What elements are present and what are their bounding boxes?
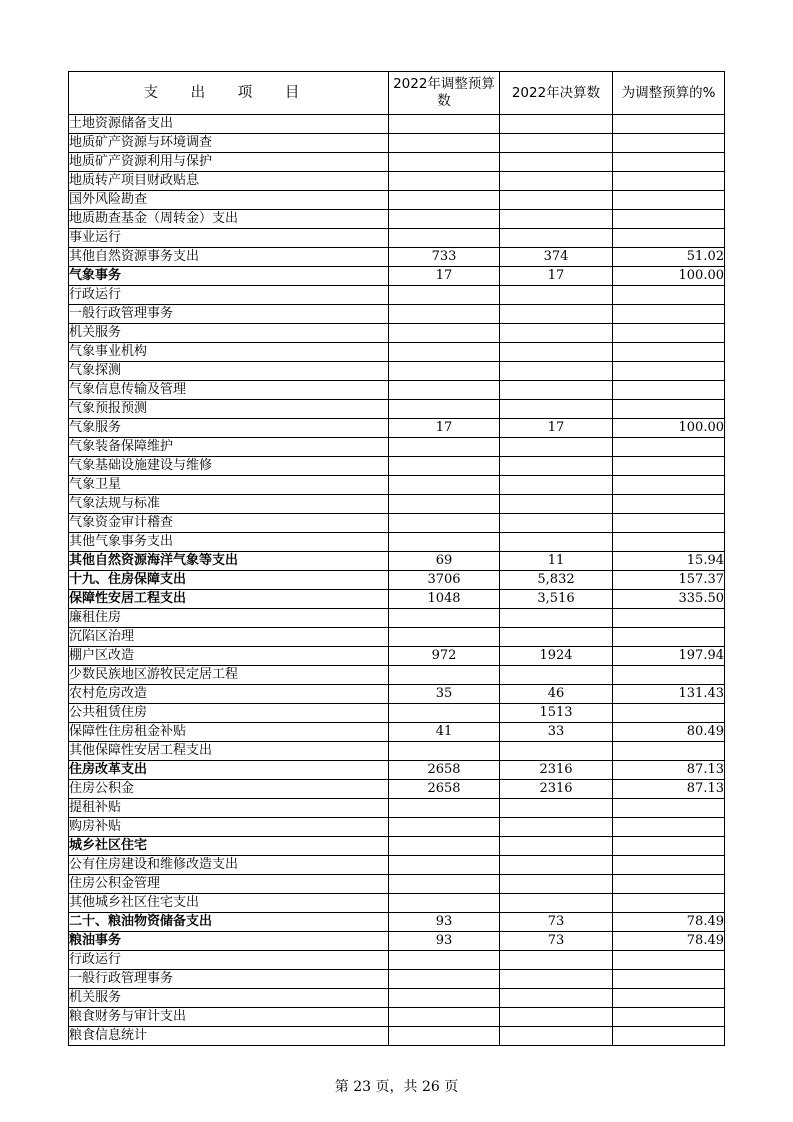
row-adjusted-budget	[389, 970, 500, 989]
row-adjusted-budget	[389, 210, 500, 229]
row-item-name: 地质矿产资源利用与保护	[69, 153, 389, 172]
table-row	[69, 362, 725, 381]
table-row	[69, 742, 725, 761]
row-final-accounts	[500, 191, 613, 210]
table-row	[69, 457, 725, 476]
row-pct-of-adjusted	[613, 324, 725, 343]
row-item-name: 购房补贴	[69, 818, 389, 837]
table-row	[69, 1027, 725, 1046]
row-adjusted-budget	[389, 381, 500, 400]
row-pct-of-adjusted: 100.00	[613, 267, 725, 286]
row-item-name: 粮食财务与审计支出	[69, 1008, 389, 1027]
table-row	[69, 856, 725, 875]
table-row	[69, 210, 725, 229]
row-final-accounts	[500, 438, 613, 457]
row-pct-of-adjusted	[613, 989, 725, 1008]
row-final-accounts	[500, 229, 613, 248]
row-adjusted-budget	[389, 989, 500, 1008]
row-pct-of-adjusted	[613, 115, 725, 134]
table-row	[69, 286, 725, 305]
table-row	[69, 704, 725, 723]
row-adjusted-budget	[389, 438, 500, 457]
table-row	[69, 628, 725, 647]
row-final-accounts	[500, 818, 613, 837]
row-adjusted-budget: 93	[389, 913, 500, 932]
row-item-name: 机关服务	[69, 324, 389, 343]
table-row	[69, 799, 725, 818]
row-adjusted-budget	[389, 305, 500, 324]
row-item-name: 地质矿产资源与环境调查	[69, 134, 389, 153]
row-pct-of-adjusted	[613, 837, 725, 856]
row-adjusted-budget	[389, 856, 500, 875]
row-item-name: 气象事业机构	[69, 343, 389, 362]
row-item-name: 十九、住房保障支出	[69, 571, 389, 590]
row-adjusted-budget	[389, 153, 500, 172]
table-row	[69, 172, 725, 191]
table-row	[69, 894, 725, 913]
row-adjusted-budget: 93	[389, 932, 500, 951]
row-adjusted-budget	[389, 951, 500, 970]
row-final-accounts: 374	[500, 248, 613, 267]
row-item-name: 保障性安居工程支出	[69, 590, 389, 609]
row-pct-of-adjusted: 80.49	[613, 723, 725, 742]
row-final-accounts: 46	[500, 685, 613, 704]
row-pct-of-adjusted	[613, 609, 725, 628]
row-item-name: 气象卫星	[69, 476, 389, 495]
row-item-name: 粮食信息统计	[69, 1027, 389, 1046]
row-item-name: 一般行政管理事务	[69, 305, 389, 324]
row-adjusted-budget: 733	[389, 248, 500, 267]
row-pct-of-adjusted: 335.50	[613, 590, 725, 609]
row-pct-of-adjusted	[613, 343, 725, 362]
row-adjusted-budget: 17	[389, 419, 500, 438]
row-pct-of-adjusted	[613, 704, 725, 723]
table-row	[69, 552, 725, 571]
row-adjusted-budget	[389, 362, 500, 381]
row-adjusted-budget	[389, 875, 500, 894]
row-pct-of-adjusted	[613, 533, 725, 552]
row-item-name: 气象信息传输及管理	[69, 381, 389, 400]
table-row	[69, 780, 725, 799]
row-pct-of-adjusted	[613, 818, 725, 837]
table-row	[69, 324, 725, 343]
row-pct-of-adjusted	[613, 875, 725, 894]
row-pct-of-adjusted: 197.94	[613, 647, 725, 666]
row-final-accounts	[500, 381, 613, 400]
row-pct-of-adjusted: 87.13	[613, 780, 725, 799]
row-item-name: 公有住房建设和维修改造支出	[69, 856, 389, 875]
row-pct-of-adjusted	[613, 400, 725, 419]
table-row	[69, 343, 725, 362]
row-pct-of-adjusted	[613, 856, 725, 875]
row-adjusted-budget	[389, 609, 500, 628]
row-final-accounts: 1924	[500, 647, 613, 666]
row-item-name: 住房公积金管理	[69, 875, 389, 894]
row-pct-of-adjusted	[613, 666, 725, 685]
table-row	[69, 951, 725, 970]
row-final-accounts	[500, 362, 613, 381]
row-final-accounts	[500, 495, 613, 514]
row-final-accounts: 11	[500, 552, 613, 571]
row-item-name: 气象资金审计稽查	[69, 514, 389, 533]
row-item-name: 事业运行	[69, 229, 389, 248]
row-adjusted-budget	[389, 191, 500, 210]
row-adjusted-budget	[389, 894, 500, 913]
expenditure-table	[68, 71, 725, 1046]
row-final-accounts	[500, 742, 613, 761]
row-final-accounts: 2316	[500, 780, 613, 799]
row-pct-of-adjusted: 78.49	[613, 932, 725, 951]
row-adjusted-budget	[389, 514, 500, 533]
row-final-accounts: 3,516	[500, 590, 613, 609]
table-row	[69, 305, 725, 324]
table-row	[69, 514, 725, 533]
row-final-accounts	[500, 305, 613, 324]
row-pct-of-adjusted: 51.02	[613, 248, 725, 267]
table-row	[69, 476, 725, 495]
row-adjusted-budget: 69	[389, 552, 500, 571]
table-row	[69, 837, 725, 856]
row-final-accounts	[500, 894, 613, 913]
row-final-accounts	[500, 799, 613, 818]
row-item-name: 提租补贴	[69, 799, 389, 818]
row-final-accounts: 17	[500, 419, 613, 438]
row-pct-of-adjusted	[613, 495, 725, 514]
row-pct-of-adjusted: 157.37	[613, 571, 725, 590]
row-pct-of-adjusted	[613, 894, 725, 913]
row-item-name: 农村危房改造	[69, 685, 389, 704]
row-final-accounts	[500, 875, 613, 894]
row-pct-of-adjusted	[613, 210, 725, 229]
row-final-accounts	[500, 609, 613, 628]
row-final-accounts	[500, 210, 613, 229]
row-final-accounts: 2316	[500, 761, 613, 780]
row-final-accounts	[500, 343, 613, 362]
row-item-name: 气象法规与标准	[69, 495, 389, 514]
row-adjusted-budget	[389, 400, 500, 419]
table-row	[69, 229, 725, 248]
row-adjusted-budget	[389, 343, 500, 362]
row-item-name: 少数民族地区游牧民定居工程	[69, 666, 389, 685]
row-item-name: 住房改革支出	[69, 761, 389, 780]
header-final-accounts: 2022年决算数	[500, 72, 613, 115]
row-item-name: 其他自然资源事务支出	[69, 248, 389, 267]
row-adjusted-budget	[389, 704, 500, 723]
row-item-name: 保障性住房租金补贴	[69, 723, 389, 742]
row-item-name: 机关服务	[69, 989, 389, 1008]
row-final-accounts	[500, 457, 613, 476]
row-item-name: 二十、粮油物资储备支出	[69, 913, 389, 932]
row-adjusted-budget	[389, 457, 500, 476]
row-final-accounts	[500, 514, 613, 533]
row-adjusted-budget	[389, 837, 500, 856]
table-row	[69, 647, 725, 666]
header-pct-of-adjusted: 为调整预算的%	[613, 72, 725, 115]
row-item-name: 沉陷区治理	[69, 628, 389, 647]
row-pct-of-adjusted	[613, 134, 725, 153]
row-item-name: 气象预报预测	[69, 400, 389, 419]
row-final-accounts	[500, 115, 613, 134]
row-item-name: 其他城乡社区住宅支出	[69, 894, 389, 913]
table-header	[69, 72, 725, 115]
row-pct-of-adjusted	[613, 742, 725, 761]
row-item-name: 地质转产项目财政贴息	[69, 172, 389, 191]
row-final-accounts	[500, 400, 613, 419]
row-final-accounts	[500, 970, 613, 989]
row-adjusted-budget: 972	[389, 647, 500, 666]
row-item-name: 其他自然资源海洋气象等支出	[69, 552, 389, 571]
row-adjusted-budget: 3706	[389, 571, 500, 590]
table-row	[69, 419, 725, 438]
row-pct-of-adjusted: 100.00	[613, 419, 725, 438]
row-final-accounts	[500, 324, 613, 343]
row-item-name: 城乡社区住宅	[69, 837, 389, 856]
row-final-accounts: 73	[500, 932, 613, 951]
row-final-accounts	[500, 951, 613, 970]
row-item-name: 棚户区改造	[69, 647, 389, 666]
table-row	[69, 609, 725, 628]
row-final-accounts	[500, 1027, 613, 1046]
row-pct-of-adjusted	[613, 514, 725, 533]
row-adjusted-budget: 2658	[389, 761, 500, 780]
row-final-accounts	[500, 1008, 613, 1027]
row-adjusted-budget	[389, 742, 500, 761]
row-pct-of-adjusted: 87.13	[613, 761, 725, 780]
table-row	[69, 533, 725, 552]
row-final-accounts: 5,832	[500, 571, 613, 590]
row-pct-of-adjusted: 15.94	[613, 552, 725, 571]
row-item-name: 地质勘查基金（周转金）支出	[69, 210, 389, 229]
table-row	[69, 571, 725, 590]
row-item-name: 气象装备保障维护	[69, 438, 389, 457]
row-pct-of-adjusted: 131.43	[613, 685, 725, 704]
header-adjusted-budget: 2022年调整预算数	[389, 72, 500, 115]
row-pct-of-adjusted	[613, 172, 725, 191]
table-row	[69, 495, 725, 514]
row-item-name: 国外风险勘查	[69, 191, 389, 210]
row-adjusted-budget: 17	[389, 267, 500, 286]
table-row	[69, 666, 725, 685]
row-item-name: 气象探测	[69, 362, 389, 381]
page-footer: 第 23 页，共 26 页	[334, 1079, 459, 1095]
table-row	[69, 191, 725, 210]
row-adjusted-budget	[389, 799, 500, 818]
row-final-accounts: 33	[500, 723, 613, 742]
table-row	[69, 913, 725, 932]
row-adjusted-budget	[389, 818, 500, 837]
row-item-name: 气象基础设施建设与维修	[69, 457, 389, 476]
table-row	[69, 590, 725, 609]
table-row	[69, 818, 725, 837]
table-row	[69, 723, 725, 742]
row-pct-of-adjusted	[613, 628, 725, 647]
row-final-accounts	[500, 533, 613, 552]
row-final-accounts	[500, 837, 613, 856]
table-row	[69, 115, 725, 134]
row-pct-of-adjusted	[613, 970, 725, 989]
table-row	[69, 989, 725, 1008]
row-pct-of-adjusted: 78.49	[613, 913, 725, 932]
row-item-name: 公共租赁住房	[69, 704, 389, 723]
row-pct-of-adjusted	[613, 951, 725, 970]
row-final-accounts: 1513	[500, 704, 613, 723]
table-row	[69, 761, 725, 780]
row-pct-of-adjusted	[613, 229, 725, 248]
row-final-accounts	[500, 628, 613, 647]
row-adjusted-budget	[389, 1008, 500, 1027]
row-adjusted-budget	[389, 172, 500, 191]
row-final-accounts	[500, 476, 613, 495]
table-row	[69, 153, 725, 172]
row-adjusted-budget: 35	[389, 685, 500, 704]
row-adjusted-budget	[389, 495, 500, 514]
row-pct-of-adjusted	[613, 799, 725, 818]
row-adjusted-budget	[389, 115, 500, 134]
table-row	[69, 685, 725, 704]
row-adjusted-budget	[389, 286, 500, 305]
row-pct-of-adjusted	[613, 191, 725, 210]
row-pct-of-adjusted	[613, 286, 725, 305]
row-adjusted-budget: 2658	[389, 780, 500, 799]
row-pct-of-adjusted	[613, 1008, 725, 1027]
row-item-name: 气象事务	[69, 267, 389, 286]
row-pct-of-adjusted	[613, 457, 725, 476]
row-final-accounts	[500, 286, 613, 305]
row-adjusted-budget	[389, 134, 500, 153]
row-final-accounts	[500, 856, 613, 875]
row-item-name: 行政运行	[69, 286, 389, 305]
row-final-accounts	[500, 134, 613, 153]
row-final-accounts	[500, 666, 613, 685]
row-item-name: 行政运行	[69, 951, 389, 970]
table-row	[69, 381, 725, 400]
row-adjusted-budget	[389, 324, 500, 343]
table-row	[69, 438, 725, 457]
table-row	[69, 248, 725, 267]
row-item-name: 一般行政管理事务	[69, 970, 389, 989]
table-row	[69, 875, 725, 894]
row-final-accounts	[500, 989, 613, 1008]
row-adjusted-budget	[389, 628, 500, 647]
row-pct-of-adjusted	[613, 305, 725, 324]
row-adjusted-budget	[389, 533, 500, 552]
row-pct-of-adjusted	[613, 1027, 725, 1046]
row-final-accounts: 17	[500, 267, 613, 286]
row-item-name: 其他气象事务支出	[69, 533, 389, 552]
row-pct-of-adjusted	[613, 153, 725, 172]
row-final-accounts: 73	[500, 913, 613, 932]
table-row	[69, 1008, 725, 1027]
row-adjusted-budget: 41	[389, 723, 500, 742]
table-row	[69, 267, 725, 286]
table-row	[69, 400, 725, 419]
header-item: 支 出 项 目	[69, 72, 389, 115]
row-adjusted-budget	[389, 666, 500, 685]
row-item-name: 住房公积金	[69, 780, 389, 799]
table-row	[69, 932, 725, 951]
row-pct-of-adjusted	[613, 476, 725, 495]
row-adjusted-budget	[389, 229, 500, 248]
row-item-name: 其他保障性安居工程支出	[69, 742, 389, 761]
row-pct-of-adjusted	[613, 381, 725, 400]
table-row	[69, 134, 725, 153]
row-adjusted-budget	[389, 1027, 500, 1046]
row-adjusted-budget: 1048	[389, 590, 500, 609]
row-item-name: 粮油事务	[69, 932, 389, 951]
row-final-accounts	[500, 172, 613, 191]
row-item-name: 土地资源储备支出	[69, 115, 389, 134]
row-pct-of-adjusted	[613, 438, 725, 457]
row-item-name: 气象服务	[69, 419, 389, 438]
row-final-accounts	[500, 153, 613, 172]
row-item-name: 廉租住房	[69, 609, 389, 628]
table-row	[69, 970, 725, 989]
table-body	[69, 115, 725, 1046]
row-adjusted-budget	[389, 476, 500, 495]
row-pct-of-adjusted	[613, 362, 725, 381]
